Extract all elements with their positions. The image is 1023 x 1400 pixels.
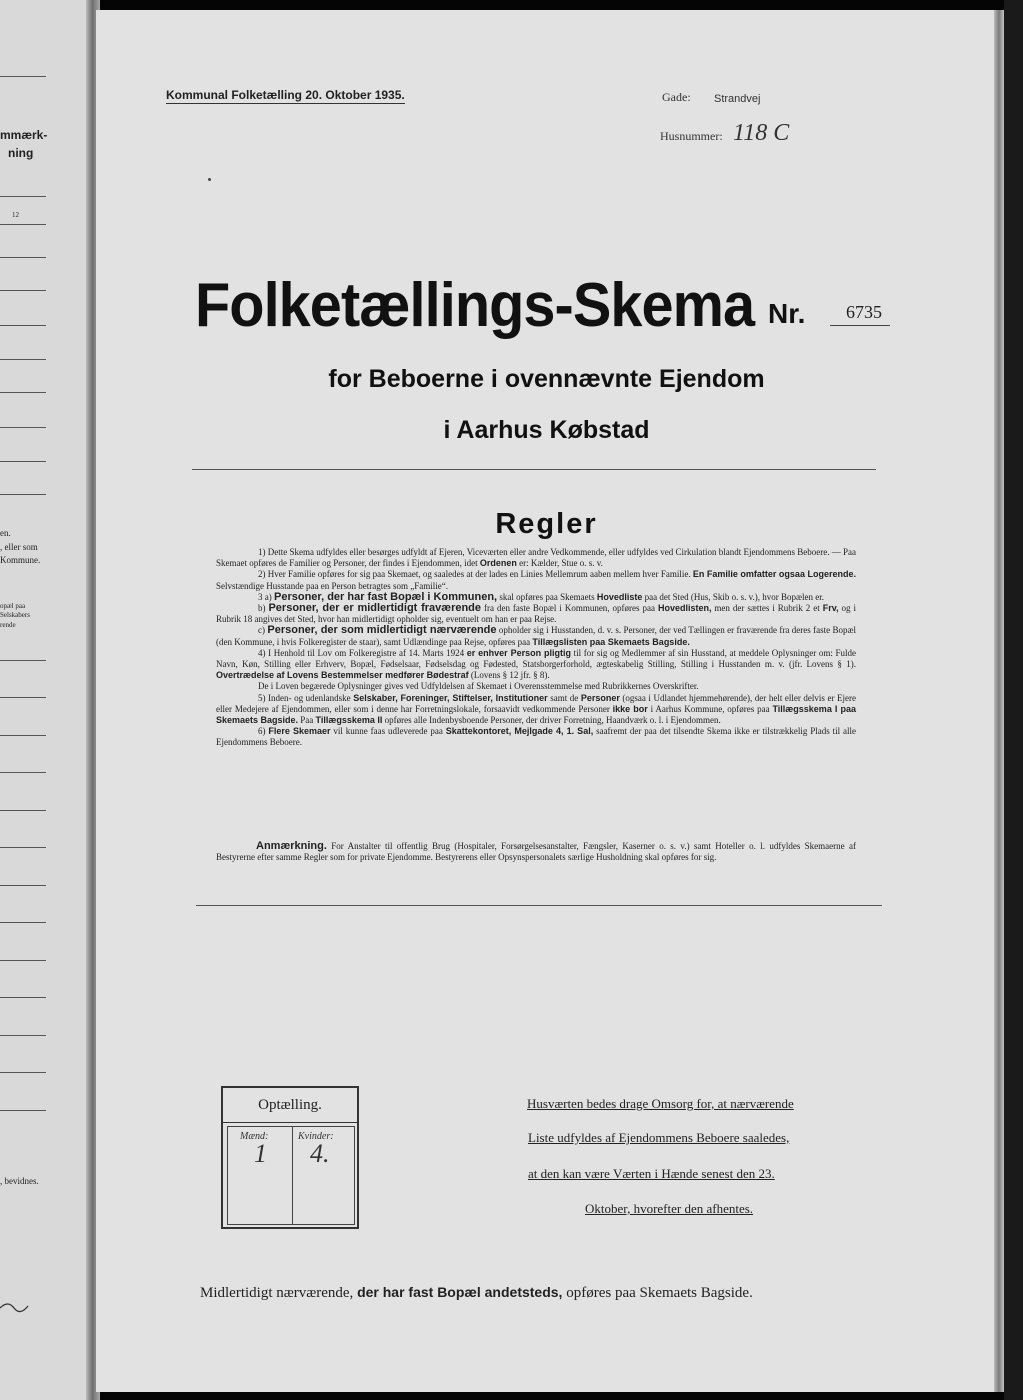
landlord-notice-line: Liste udfyldes af Ejendommens Beboere saaledes,: [528, 1130, 790, 1145]
left-page-rule: [0, 461, 46, 462]
rule-text: fra den faste Bopæl i Kommunen, opføres paa: [481, 603, 658, 614]
rule-emphasis: Flere Skemaer: [268, 726, 331, 737]
rule-emphasis: Tillægslisten paa Skemaets Bagside.: [532, 636, 690, 647]
footer-text: opføres paa Skemaets Bagside.: [562, 1285, 753, 1301]
street-value: Strandvej: [714, 93, 761, 105]
rule-text: skal opføres paa Skemaets: [497, 591, 597, 602]
rule-text: vil kunne faas udleverede paa: [330, 726, 446, 737]
left-page-rule: [0, 257, 46, 258]
book-spine: [1004, 0, 1023, 1400]
rule-5: [216, 693, 856, 727]
rule-text: samt de: [547, 692, 581, 703]
rule-emphasis: Hovedliste: [596, 591, 643, 602]
rule-text: til for sig og Medlemmer af sin Husstand, at meddele Oplysninger om: Fulde Navn, Køn, Stilling eller Erhverv, Bopæl, Fødselsaar, Fødselsdag og Fødested, Statsborgerforhold, ægteskabelig Stilling, Stilling i Husstanden m. v. (jfr. Lovens § 1).: [216, 647, 856, 670]
left-page-rule: [0, 359, 46, 360]
left-page-rule: [0, 960, 46, 961]
left-page-rule: [0, 660, 46, 661]
rule-text: c): [258, 625, 268, 636]
section-divider: [192, 469, 876, 470]
landlord-notice-line: at den kan være Værten i Hænde senest den 23.: [528, 1166, 775, 1181]
census-date-line: Kommunal Folketælling 20. Oktober 1935.: [166, 88, 405, 102]
rule-3b: [216, 603, 856, 625]
rule-text: (Lovens § 12 jfr. § 8).: [468, 670, 550, 681]
rule-emphasis: Personer: [580, 692, 620, 703]
left-page-text: , eller som: [0, 542, 38, 552]
left-page-rule: [0, 1035, 46, 1036]
left-page-text: Kommune.: [0, 555, 41, 565]
rules-text: [216, 547, 856, 749]
count-box-divider: [292, 1127, 293, 1224]
rule-text: 1) Dette Skema udfyldes eller besørges udfyldt af Ejeren, Viceværten eller andre Vedkommende, eller udfyldes ved Cirkulation blandt Ejendommens Beboere. — Paa Skemaet opføres de Familier og Personer, der findes i Ejendommen, idet: [216, 547, 856, 569]
note-paragraph: [216, 841, 856, 863]
footer-text: Midlertidigt nærværende,: [200, 1285, 358, 1301]
house-number-value: 118 C: [733, 120, 790, 146]
left-page-text: , bevidnes.: [0, 1176, 39, 1186]
left-page-rule: [0, 325, 46, 326]
left-page-text: ning: [8, 146, 34, 160]
rules-heading: Regler: [495, 508, 598, 540]
rule-text: opføres alle Indenbysboende Personer, der driver Forretning, Haandværk o. l. i Ejendommen.: [382, 715, 721, 726]
signature-scribble: [0, 1296, 40, 1316]
rule-6: [216, 726, 856, 748]
left-page-rule: [0, 885, 46, 886]
footer-emphasis: der har fast Bopæl andetsteds,: [357, 1284, 563, 1300]
ink-spot: [208, 178, 211, 181]
rule-text: Paa: [298, 715, 316, 726]
rule-emphasis: En Familie omfatter ogsaa Logerende.: [692, 569, 856, 580]
form-subtitle: for Beboerne i ovennævnte Ejendom: [328, 365, 765, 393]
rule-text: 5) Inden- og udenlandske: [258, 692, 354, 703]
rule-text: og i Rubrik 18 angives det Sted, hvor han midlertidigt opholder sig, eventuelt om han er paa Rejse.: [216, 603, 856, 625]
count-box: [221, 1086, 359, 1229]
left-page-rule: [0, 1110, 46, 1111]
rule-text: saafremt der paa det tilsendte Skema ikke er tilstrækkelig Plads til alle Ejendommens Beboere.: [216, 726, 857, 748]
rule-emphasis: er enhver Person pligtig: [466, 647, 571, 658]
left-page-fragment: [0, 0, 92, 1400]
rule-emphasis: Tillægsskema II: [315, 715, 383, 726]
rule-text: 3 a): [258, 591, 274, 602]
landlord-notice-line: Oktober, hvorefter den afhentes.: [585, 1201, 754, 1216]
note-text: For Anstalter til offentlig Brug (Hospitaler, Forsørgelsesanstalter, Fængsler, Kaserner o. s. v.) samt Hoteller o. l. udfyldes Skemaerne af Bestyrerne efter samme Regler som for private Ejendomme. Bestyrerens eller Opsynspersonalets særlige Husholdning skal opføres for sig.: [216, 841, 856, 863]
form-municipality: i Aarhus Købstad: [443, 416, 650, 444]
rule-emphasis: Ordenen: [479, 558, 517, 569]
page-edge: [994, 10, 1004, 1392]
rule-text: paa det Sted (Hus, Skib o. s. v.), hvor Bopælen er.: [642, 591, 825, 602]
rule-emphasis: Selskaber, Foreninger, Stiftelser, Institutioner: [353, 692, 548, 703]
left-page-rule: [0, 847, 46, 848]
rule-text: b): [258, 603, 269, 614]
left-page-text: rende: [0, 621, 16, 629]
rule-text: 4) I Henhold til Lov om Folkeregistre af 14. Marts 1924: [258, 647, 467, 658]
landlord-notice-line: Husværten bedes drage Omsorg for, at nærværende: [527, 1096, 794, 1111]
rule-3c: [216, 625, 856, 647]
left-page-rule: [0, 697, 46, 698]
street-label: Gade:: [662, 90, 691, 104]
rule-text: 6): [258, 726, 269, 737]
rule-emphasis: Tillægsskema I paa Skemaets Bagside.: [216, 703, 856, 726]
section-divider: [196, 905, 882, 906]
rule-text: (ogsaa i Udlandet hjemmehørende), der helt eller delvis er Ejere eller Medejere af Ejendommen, eller som i denne har Forretningslokale, forsaavidt vedkommende Personer: [216, 692, 857, 714]
rule-1: [216, 547, 856, 569]
rule-text: men der sættes i Rubrik 2 et: [711, 603, 823, 614]
footer-instruction: [200, 1284, 753, 1302]
left-page-rule: [0, 772, 46, 773]
rule-4-note: [216, 681, 856, 692]
left-page-col-number: 12: [12, 211, 19, 219]
house-number-label: Husnummer:: [660, 129, 723, 143]
rule-emphasis: Overtrædelse af Lovens Bestemmelser medfører Bødestraf: [216, 670, 469, 681]
rule-emphasis: Personer, der som midlertidigt nærværende: [267, 624, 497, 637]
left-page-rule: [0, 224, 46, 225]
rule-emphasis: ikke bor: [612, 703, 648, 714]
women-count: 4.: [310, 1139, 330, 1168]
rule-emphasis: Frv,: [822, 603, 839, 614]
left-page-text: opæl paa: [0, 602, 26, 610]
rule-text: 2) Hver Familie opføres for sig paa Skemaet, og saaledes at der lades en Linies Mellemrum aaben mellem hver Familie.: [258, 569, 693, 580]
left-page-text: en.: [0, 528, 11, 538]
left-page-rule: [0, 1072, 46, 1073]
left-page-rule: [0, 922, 46, 923]
form-title: Folketællings-Skema: [195, 271, 755, 340]
left-page-rule: [0, 196, 46, 197]
rule-4: [216, 648, 856, 682]
men-label: Mænd:: [240, 1131, 269, 1142]
form-number-value: 6735: [846, 302, 882, 322]
left-page-rule: [0, 494, 46, 495]
men-count: 1: [254, 1139, 267, 1168]
rule-text: Selvstændige Husstande paa en Person betragtes som „Familie“.: [216, 580, 448, 591]
left-page-rule: [0, 997, 46, 998]
rule-emphasis: Skattekontoret, Mejlgade 4, 1. Sal,: [445, 726, 594, 737]
rule-text: De i Loven begærede Oplysninger gives ved Udfyldelsen af Skemaet i Overensstemmelse med Rubrikkernes Overskrifter.: [258, 681, 699, 692]
rule-emphasis: Personer, der er midlertidigt fraværende: [268, 602, 482, 615]
form-number-label: Nr.: [768, 298, 806, 329]
count-box-title: Optælling.: [223, 1088, 357, 1123]
left-page-rule: [0, 810, 46, 811]
left-page-rule: [0, 76, 46, 77]
rule-2: [216, 569, 856, 591]
count-box-grid: [227, 1126, 355, 1225]
rule-text: opholder sig i Husstanden, d. v. s. Personer, der ved Tællingen er fraværende fra deres faste Bopæl (den Kommune, i hvis Folkeregister de staar), samt Udlændinge paa Rejse, opføres paa: [216, 625, 856, 647]
left-page-rule: [0, 735, 46, 736]
left-page-text: Selskabers: [0, 611, 30, 619]
note-label: Anmærkning.: [256, 840, 327, 852]
rule-emphasis: Personer, der har fast Bopæl i Kommunen,: [274, 590, 498, 603]
rule-text: i Aarhus Kommune, opføres paa: [647, 703, 773, 714]
women-label: Kvinder:: [298, 1131, 334, 1142]
rule-emphasis: Hovedlisten,: [657, 603, 712, 614]
form-number-underline: [830, 325, 890, 326]
left-page-rule: [0, 290, 46, 291]
left-page-text: mmærk-: [0, 128, 48, 142]
rule-text: er: Kælder, Stue o. s. v.: [516, 558, 603, 569]
